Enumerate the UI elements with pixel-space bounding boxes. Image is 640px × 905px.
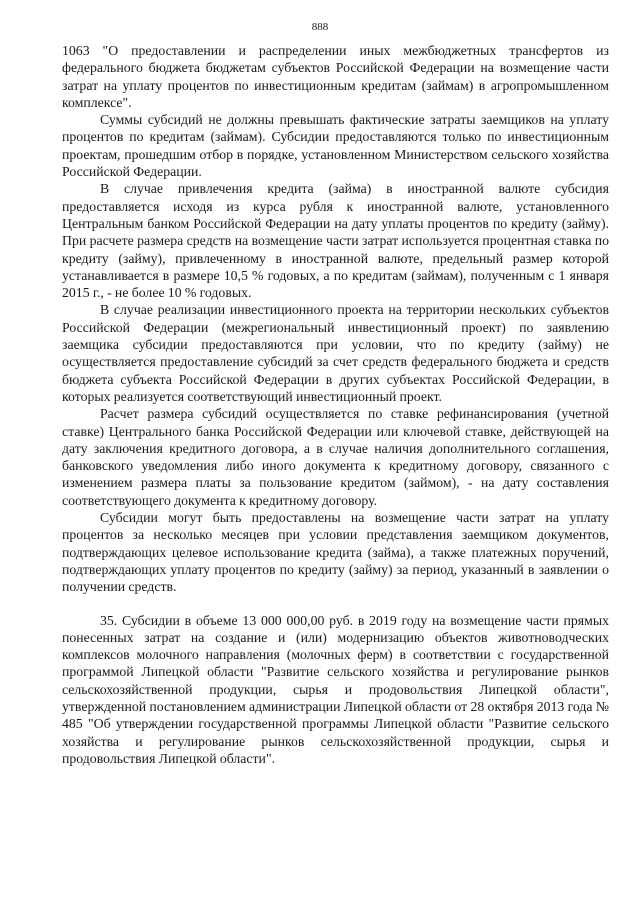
paragraph-subsidy-calculation: Расчет размера субсидий осуществляется по ставке рефинансирования (учетной ставке) Центрального банка Российской Федерации или ключевой ставке, действующей на дату заключения кредитного договора, а в случае наличия дополнительного соглашения, банковского уведомления либо иного документа к кредитному договору, связанного с изменением размера платы за пользование кредитом (займом), - на дату составления соответствующего документа к кредитному договору. — [62, 406, 609, 508]
paragraph-subsidy-limits: Суммы субсидий не должны превышать фактические затраты заемщиков на уплату процентов по кредитам (займам). Субсидии предоставляются только по инвестиционным проектам, прошедшим отбор в порядке, установленном Министерством сельского хозяйства Российской Федерации. — [62, 112, 609, 180]
paragraph-multi-month-payment: Субсидии могут быть предоставлены на возмещение части затрат на уплату процентов за несколько месяцев при условии представления заемщиком документов, подтверждающих целевое использование кредита (займа), а также платежных поручений, подтверждающих уплату процентов по кредиту (займу) за период, указанный в заявлении о получении средств. — [62, 510, 609, 595]
page-number: 888 — [311, 21, 329, 33]
document-body — [62, 42, 609, 767]
paragraph-interregional-project: В случае реализации инвестиционного проекта на территории нескольких субъектов Российской Федерации (межрегиональный инвестиционный проект) по заявлению заемщика субсидии предоставляются при условии, что по кредиту (займу) не осуществляется предоставление субсидий за счет средств федерального бюджета и средств бюджета субъекта Российской Федерации в других субъектах Российской Федерации, в которых реализуется соответствующий инвестиционный проект. — [62, 302, 609, 404]
paragraph-item-35: 35. Субсидии в объеме 13 000 000,00 руб. в 2019 году на возмещение части прямых понесенных затрат на создание и (или) модернизацию объектов животноводческих комплексов молочного направления (молочных ферм) в соответствии с государственной программой Липецкой области "Развитие сельского хозяйства и регулирование рынков сельскохозяйственной продукции, сырья и продовольствия Липецкой области", утвержденной постановлением администрации Липецкой области от 28 октября 2013 года № 485 "Об утверждении государственной программы Липецкой области "Развитие сельского хозяйства и регулирование рынков сельскохозяйственной продукции, сырья и продовольствия Липецкой области". — [62, 612, 609, 766]
paragraph-continuation: 1063 "О предоставлении и распределении иных межбюджетных трансфертов из федерального бюджета бюджетам субъектов Российской Федерации на возмещение части затрат на уплату процентов по инвестиционным кредитам (займам) в агропромышленном комплексе". — [62, 43, 609, 110]
paragraph-foreign-currency: В случае привлечения кредита (займа) в иностранной валюте субсидия предоставляется исходя из курса рубля к иностранной валюте, установленного Центральным банком Российской Федерации на дату уплаты процентов по кредиту (займу). При расчете размера средств на возмещение части затрат используется процентная ставка по кредиту (займу), привлеченному в иностранной валюте, предельный размер которой устанавливается в размере 10,5 % годовых, а по кредитам (займам), полученным с 1 января 2015 г., - не более 10 % годовых. — [62, 181, 609, 301]
